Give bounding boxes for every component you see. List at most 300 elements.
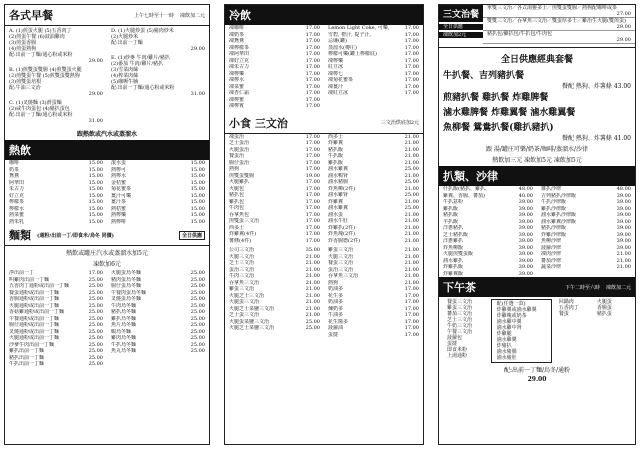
steak-item-name: 洋蔥豬扒	[443, 225, 464, 231]
snack-item-price: 17.00	[305, 159, 320, 166]
hot-drinks-left	[5, 160, 107, 225]
noodle-item-price: 25.00	[88, 322, 103, 328]
sandwich-item-name: 火腿蛋三文治	[229, 299, 260, 305]
all-day-section	[439, 47, 635, 166]
snack-item-price: 21.00	[404, 140, 419, 146]
sandwich-set-row	[483, 5, 635, 18]
steak-item-price: 39.00	[518, 225, 533, 231]
steak-item-name: 牛扒沙律飯	[541, 199, 567, 205]
hot-drink-price: 15.00	[88, 212, 103, 218]
hot-drink-name: 熱檸啡	[111, 218, 127, 225]
tea-extra: 凍飲加二元	[605, 284, 631, 291]
noodle-item-name: 午餐肉蛋烏冬麵	[111, 289, 147, 296]
breakfast-group	[5, 67, 107, 97]
hot-drink-name: 薑汁可樂	[111, 192, 132, 199]
noodle-item-name: 午餐通粉或出前一丁麵	[9, 315, 60, 322]
breakfast-group-line: A. (1)煎蛋火腿 (5)五香肉丁	[9, 28, 72, 34]
steak-item-price: 48.00	[518, 186, 533, 192]
breakfast-group-line: (2)番茄 牛肉/雞片/豬扒	[111, 61, 164, 67]
sandwich-set-row	[483, 18, 635, 31]
snack-item-name: 滷水鴨肾	[328, 172, 349, 179]
tea-item: 牛奶三文治	[447, 323, 473, 329]
steak-item-price: 39.00	[616, 238, 631, 244]
cold-drink-price: 17.00	[305, 96, 320, 103]
snack-item-price: 17.00	[305, 179, 320, 185]
snack-item-name: 西多士	[229, 224, 245, 231]
breakfast-groups-left	[5, 28, 107, 127]
steak-item-price: 39.00	[518, 257, 533, 264]
tea-col4	[593, 299, 631, 363]
sandwich-item-price: 35.00	[305, 247, 320, 253]
steak-item-price: 39.00	[518, 231, 533, 238]
noodle-item-name: 牛肉烏冬麵	[111, 302, 137, 309]
steak-title: 扒類、沙律	[443, 170, 498, 183]
tea-item: 芝士三文治	[447, 317, 473, 323]
cold-drink-price: 17.00	[404, 25, 419, 31]
tea-item: 上湯通粉	[447, 353, 468, 359]
steak-right	[537, 186, 635, 277]
steak-item-name: 火腿煎雙蛋飯	[443, 251, 474, 257]
noodles-right	[107, 270, 209, 368]
snacks-title: 小食 三文治	[229, 116, 288, 130]
column-left	[4, 4, 210, 445]
sandwich-set-row	[483, 31, 635, 44]
cold-drink-row	[324, 90, 423, 97]
sandwich-item-price: 21.00	[404, 266, 419, 273]
steak-item-name: 蔬菜沙律	[541, 264, 562, 270]
snack-item-price: 17.00	[305, 224, 320, 231]
steak-item-name: 羊扒飯	[443, 218, 459, 225]
tea-item: 餐蛋	[558, 311, 569, 317]
snack-item-name: 腸仔蛋治	[229, 159, 250, 166]
breakfast-note: 跟熱飲或汽水或蒸溜水	[76, 131, 137, 138]
noodle-item-name: 火腿通粉或出前一丁麵	[9, 302, 60, 309]
tea-item: 菠蘿包	[447, 335, 463, 341]
breakfast-group-line: 配:出前一丁麵/通心粉或米粉	[111, 85, 175, 91]
snack-item-name: 滷水蛋	[328, 211, 344, 218]
sandwich-item-price: 21.00	[404, 253, 419, 260]
noodle-item-row	[107, 348, 209, 355]
noodle-item-price: 25.00	[88, 296, 103, 302]
snack-item-name: 芝士蛋治	[229, 140, 250, 146]
snack-item-price: 21.00	[404, 146, 419, 153]
noodle-item-price: 17.00	[88, 270, 103, 276]
hot-drink-name: 金桔蜜	[111, 179, 127, 186]
cold-drink-name: 凍菜蜜	[229, 83, 245, 90]
cold-drink-price: 17.00	[305, 64, 320, 70]
tea-option: 滷水雞中肾	[496, 325, 522, 331]
breakfast-group-line: E. (1)炒麥 牛肉/雞片/豬扒	[111, 55, 170, 61]
sandwich-item-price: 21.00	[305, 312, 320, 318]
sandwich-item-price: 25.00	[305, 325, 320, 331]
snack-item-price: 17.00	[305, 192, 320, 198]
steak-item-price: 39.00	[518, 251, 533, 257]
cold-drink-name: 凍檸七	[328, 70, 344, 77]
snack-item-price: 17.00	[305, 133, 320, 140]
hot-drink-price: 15.00	[190, 192, 205, 199]
sandwich-set-lines	[483, 5, 635, 44]
sandwich-item-name: 芝士蛋三文治	[229, 312, 260, 318]
snacks-left	[225, 134, 324, 245]
snack-item-name: 滷水雞翼	[328, 205, 349, 211]
tea-item: 五香肉丁	[558, 305, 579, 311]
hot-drink-name: 熱檸樂	[111, 212, 127, 218]
snack-item-price: 21.00	[404, 159, 419, 166]
sandwich-item-name: 蛋治三文治	[328, 266, 354, 273]
steak-item-price: 39.00	[518, 218, 533, 225]
tea-item: 午餐三文治	[447, 329, 473, 335]
cold-drink-name: 紅豆冰	[328, 64, 344, 70]
breakfast-group	[107, 28, 209, 52]
steak-item-name: 炸雞翼飯	[443, 270, 464, 277]
sandwich-item-price: 21.00	[305, 299, 320, 305]
cold-drink-price: 17.00	[404, 31, 419, 38]
snack-item-price: 21.00	[404, 218, 419, 224]
steak-item-price: 39.00	[518, 270, 533, 277]
sandwich-item-name: 火腿三文治	[328, 253, 354, 260]
breakfast-group-line: (4)榨菜肉絲	[111, 73, 139, 79]
cold-drink-price: 17.00	[404, 83, 419, 90]
snack-item-name: 滷水牛肚	[328, 218, 349, 224]
steak-item-price: 39.00	[616, 225, 631, 231]
cold-drink-name: 凍薑汁	[328, 83, 344, 90]
sandwich-item-price: 21.00	[305, 266, 320, 273]
noodle-item-name: 叉燒通粉或出前一丁麵	[9, 328, 60, 335]
cold-drink-price: 17.00	[404, 38, 419, 44]
breakfast-group-line: C. (1)叉燒麵 (3)滑蛋麵	[9, 100, 62, 106]
cold-drink-name: 凍咖啡	[229, 25, 245, 31]
snack-item-name: 火腿蛋治	[229, 146, 250, 153]
noodle-item-price: 25.00	[88, 309, 103, 315]
cold-drink-price: 17.00	[404, 90, 419, 96]
noodle-item-name: 火腿蛋烏冬麵	[111, 270, 142, 276]
sandwich-item-name: 火腿芝士菜鹽三文治	[229, 305, 275, 312]
hot-drink-price: 15.00	[190, 160, 205, 166]
cold-drink-price: 17.00	[305, 77, 320, 83]
sandwich-item-row	[225, 325, 324, 332]
steak-item-name: 蕃茄沙律	[541, 257, 562, 264]
snack-item-name: 豬扒包	[229, 192, 245, 198]
snack-item-name: 豬扒飯	[328, 146, 344, 153]
snack-item-name: 煎雙蛋三文治	[229, 218, 260, 224]
cold-drink-name: 凍紅豆冰	[328, 90, 349, 96]
sandwich-item-name: 雞蛋三文治	[328, 247, 354, 253]
sandwich-set-price: 27.00	[616, 11, 631, 17]
breakfast-group-price: 31.00	[190, 91, 205, 97]
noodle-item-name: 香腸通粉或出前一丁麵	[9, 296, 60, 302]
cold-drinks-right	[324, 25, 423, 110]
steak-list	[439, 186, 635, 277]
noodle-item-price: 25.00	[190, 302, 205, 309]
steak-header	[439, 166, 635, 186]
noodle-item-name: 腸仔蛋烏冬麵	[111, 283, 142, 289]
cold-drink-price: 17.00	[404, 44, 419, 51]
sandwich-item-name: 吞拿魚三文治	[229, 279, 260, 286]
all-day-line1-detail: 餐配 熱狗、炸薯條	[561, 83, 612, 90]
cold-drink-price: 17.00	[305, 25, 320, 31]
steak-item-price: 40.00	[518, 192, 533, 199]
sandwich-item-name: 奶油多	[328, 299, 344, 305]
cold-drinks-header	[225, 5, 423, 25]
sandwich-set-price: 29.00	[616, 37, 631, 43]
snack-item-name: 西多士	[328, 133, 344, 140]
snack-item-name: 火腿包	[229, 185, 245, 192]
noodle-item-name: 五香肉丁通粉或出前一丁麵	[9, 283, 70, 289]
cold-drinks-title: 冷飲	[229, 9, 251, 22]
steak-item-name: 魚柳沙律	[541, 238, 562, 244]
cold-drink-name: 蒸溜水(樽庄)	[328, 44, 357, 51]
tea-item: 餐蛋三文治	[447, 299, 473, 305]
cold-drink-name: 凍菊花蜜茶	[328, 77, 354, 83]
tea-option: 炸雞翼或滷水雞翼	[496, 307, 537, 313]
sandwich-item-price: 21.00	[305, 286, 320, 292]
sandwich-item-price: 17.00	[404, 292, 419, 299]
noodle-item-name: 叉燒蛋烏冬麵	[111, 296, 142, 302]
hot-drink-name: 薑汁茶	[111, 199, 127, 205]
snack-item-price: 25.00	[404, 205, 419, 211]
noodle-item-price: 25.00	[88, 361, 103, 367]
sandwich-set-tag: 全日供應	[439, 24, 483, 30]
snack-item-price: 25.00	[404, 192, 419, 198]
noodle-item-price: 25.00	[190, 283, 205, 289]
breakfast-group-line: (3)煎蛋香腸	[9, 40, 37, 46]
hot-drink-price: 15.00	[190, 186, 205, 192]
all-day-line4-detail: 餐配 熱狗、炸薯條	[561, 134, 612, 142]
snack-item-price: 21.00	[404, 231, 419, 237]
sandwich-item-price: 21.00	[305, 279, 320, 286]
noodle-item-price: 25.00	[88, 302, 103, 309]
snack-item-name: 炸雞翼(4件)	[229, 231, 257, 237]
noodle-item-name: 叫雞肉出前一丁麵	[9, 276, 50, 283]
steak-item-price: 39.00	[616, 205, 631, 212]
snack-item-price: 17.00	[305, 231, 320, 237]
breakfast-groups	[5, 26, 209, 127]
snack-item-name: 熱狗	[229, 166, 240, 172]
breakfast-group	[5, 28, 107, 64]
noodle-item-price: 25.00	[88, 341, 103, 348]
snack-item-row	[324, 238, 423, 245]
hot-drink-price: 15.00	[190, 218, 205, 225]
snack-item-name: 火腿雞扒	[229, 179, 250, 185]
noodle-item-name: 豬肉蛋烏冬麵	[111, 276, 142, 283]
snack-item-price: 25.00	[404, 166, 419, 172]
snack-item-name: 滷水雞翼	[328, 166, 349, 172]
sandwich-item-name: 火腿三文治	[229, 253, 255, 260]
sandwich-item-price: 21.00	[305, 292, 320, 299]
snack-item-name: 薯條(4件)	[229, 237, 252, 244]
snack-item-name: 炸雞翼	[328, 140, 344, 146]
snack-item-price: 25.00	[404, 179, 419, 185]
steak-item-price: 39.00	[616, 199, 631, 205]
noodle-item-price: 25.00	[190, 322, 205, 328]
all-day-line2: 煎豬扒餐 雞扒餐 炸雞脾餐	[443, 92, 549, 103]
snack-item-price: 21.00	[404, 133, 419, 140]
tea-option: 滷水豬腸	[496, 349, 517, 355]
noodle-item-name: 火腿通粉或出前一丁麵	[9, 335, 60, 341]
breakfast-group-line: (3)煎雙蛋培根	[9, 79, 42, 85]
noodle-item-price: 25.00	[190, 348, 205, 354]
tea-item: 火腿蛋	[596, 299, 612, 305]
sandwich-set-line: 豬扒包/雞扒包/牛扒包/牛肉包	[487, 31, 553, 37]
hot-drink-name: 菊花蜜茶	[111, 186, 132, 192]
cold-drink-name: 凍阿華田	[229, 51, 250, 57]
noodle-item-name: 魚丸烏冬麵	[111, 348, 137, 354]
breakfast-group-line: 配:出前一丁麵	[111, 40, 143, 46]
snack-item-price: 21.00	[404, 237, 419, 244]
breakfast-hours: 上午七時至十一時	[133, 12, 174, 19]
sandwich-set-price: 29.00	[616, 24, 631, 30]
noodles-tag: 全日供應	[179, 231, 205, 240]
sandwich-item-name: 奶油多	[328, 286, 344, 292]
steak-item-price: 48.00	[616, 186, 631, 192]
cold-drink-name: Lemon Light Coke, 可樂,	[328, 25, 390, 31]
breakfast-group-price: 29.00	[88, 91, 103, 97]
noodle-item-price: 25.00	[190, 328, 205, 335]
steak-item-price: 39.00	[616, 231, 631, 238]
breakfast-group-price: 29.00	[190, 46, 205, 52]
hot-drinks-title: 熱飲	[9, 144, 31, 157]
breakfast-group-line: (2)火腿炒米	[111, 34, 139, 40]
hot-drinks-section	[5, 140, 209, 225]
all-day-drink-extra: 熱飲加三元 凍飲加5元 凍飲加5元	[492, 157, 582, 164]
noodle-item-name: 雞扒出前一丁麵	[9, 348, 45, 354]
cold-drink-price: 17.00	[404, 51, 419, 57]
sandwich-item-name: 火腿芝士菜鹽三文治	[229, 325, 275, 331]
snack-item-price: 17.00	[305, 153, 320, 159]
steak-item-price: 39.00	[616, 244, 631, 251]
noodle-item-name: 牛扒出前一丁麵	[9, 361, 45, 367]
snacks-right	[324, 134, 423, 245]
steak-item-price: 39.00	[518, 264, 533, 270]
sandwich-left	[225, 247, 324, 338]
breakfast-group-line: (2)煎雙蛋午餐 (5)煎雙蛋雙熱狗	[9, 73, 80, 79]
breakfast-header	[5, 5, 209, 26]
tea-option: 炸雞腿	[496, 331, 512, 337]
cold-drink-name: 凍檸水	[229, 77, 245, 83]
sandwich-set-header	[439, 5, 483, 22]
noodle-item-name: 蝦烏冬麵	[111, 328, 132, 335]
breakfast-group-price: 29.00	[88, 58, 103, 64]
breakfast-groups-right	[107, 28, 209, 127]
noodle-item-name: 沙爹牛肉出前一丁麵	[9, 341, 55, 348]
cold-drink-row	[225, 103, 324, 110]
noodle-item-price: 25.00	[88, 335, 103, 341]
noodles-subtitle: (通粉/出前一丁/即食米/烏冬 同價)	[37, 232, 114, 239]
tea-item: 即食米粉	[447, 347, 468, 353]
snacks-section	[225, 113, 423, 339]
sandwich-item-name: 牛油多	[328, 312, 344, 318]
snack-item-price: 17.00	[305, 198, 320, 205]
tea-title: 下午茶	[443, 281, 476, 294]
cold-drinks-section	[225, 5, 423, 110]
breakfast-group-line: B. (1)煎雙蛋雙腸 (4)煎雙蛋火腿	[9, 67, 82, 73]
noodle-item-price: 25.00	[190, 289, 205, 296]
hot-drink-name: 滾水蛋	[111, 160, 127, 166]
snack-item-price: 19.00	[305, 172, 320, 179]
snack-item-name: 滷水雞肾	[328, 192, 349, 198]
sandwich-item-name: 雞蛋三文治	[229, 286, 255, 292]
snack-item-price: 17.00	[305, 140, 320, 146]
hot-drink-price: 15.00	[88, 160, 103, 166]
noodle-item-price: 25.00	[190, 335, 205, 341]
steak-item-row	[537, 264, 635, 271]
sandwich-item-name: 芝士三文治	[229, 260, 255, 266]
noodle-item-name: 香菇雞通粉或出前一丁麵	[9, 309, 65, 315]
breakfast-group	[107, 55, 209, 97]
sandwich-item-price: 21.00	[404, 273, 419, 279]
tea-col3	[552, 299, 593, 363]
noodle-item-name: 雞肉烏冬麵	[111, 335, 137, 341]
noodles-title: 麵類	[9, 229, 31, 242]
hot-drink-price: 15.00	[88, 192, 103, 199]
cold-drink-name: 雪碧, 橙汁, 提子汁,	[328, 31, 371, 38]
snack-item-price: 17.00	[305, 211, 320, 218]
sandwich-item-name: 菠蘿油	[328, 325, 344, 331]
noodle-item-name: 餐蛋通粉或出前一丁麵	[9, 289, 60, 296]
noodle-item-price: 25.00	[190, 296, 205, 302]
cold-drink-name: 檸檬可樂(罐上檸檬底)	[328, 51, 377, 57]
tea-col2	[491, 299, 552, 363]
all-day-line4-price: 41.00	[613, 134, 631, 142]
sandwich-item-price: 21.00	[305, 260, 320, 266]
steak-item-price: 21.00	[616, 264, 631, 270]
cold-drink-price: 17.00	[305, 90, 320, 96]
steak-item-price: 39.00	[616, 212, 631, 218]
hot-drink-name: 熱桔蜜	[111, 205, 127, 212]
all-day-drink-note: 跟 湯/罐庄可樂/奶茶/咖啡/蒸溜水/沙律	[485, 146, 588, 153]
noodles-section	[5, 225, 209, 368]
cold-drink-name: 凍檸樂	[229, 70, 245, 77]
steak-item-name: 滷水雞扒	[443, 257, 464, 264]
sandwich-item-price: 21.00	[404, 260, 419, 266]
column-middle	[224, 4, 424, 445]
steak-item-price: 39.00	[518, 212, 533, 218]
cold-drink-name: 凍檸檬茶	[229, 44, 250, 51]
noodle-item-name: 牛扒烏冬麵	[111, 341, 137, 348]
cold-drinks-list	[225, 25, 423, 110]
breakfast-group-line: (2)咸牛肉蛋包 (4)豬扒蛋包	[9, 106, 70, 112]
sandwich-item-name: 火腿芝士三文治	[229, 292, 265, 299]
cold-drinks-left	[225, 25, 324, 110]
breakfast-group-price: 31.00	[88, 118, 103, 124]
steak-item-name: 洋蔥雞扒	[443, 238, 464, 244]
cold-drink-name: 凍杏仁霜	[229, 90, 250, 96]
snack-item-name: 雞扒飯	[328, 159, 344, 166]
snack-item-price: 21.00	[404, 224, 419, 231]
cold-drink-name: 忌廉(罐)	[328, 38, 347, 44]
sandwich-item-name: 餐蛋三文治	[328, 260, 354, 266]
noodle-item-price: 25.00	[88, 289, 103, 296]
snack-item-price: 17.00	[305, 237, 320, 244]
snack-item-name: 餐蛋治	[229, 153, 245, 159]
all-day-line1-price: 43.00	[613, 83, 631, 90]
cold-drink-price: 17.00	[305, 51, 320, 57]
breakfast-group	[5, 100, 107, 124]
sandwich-item-price: 17.00	[404, 286, 419, 292]
sandwich-item-price: 17.00	[404, 325, 419, 331]
tea-item: 蕃茄三文治	[447, 311, 473, 317]
snack-item-name: 炸雞翼	[328, 198, 344, 205]
steak-item-name: 炸雞沙律飯	[541, 231, 567, 238]
steak-item-name: 什扒飯(豬扒、雞扒、	[443, 186, 490, 192]
sandwich-set-section	[439, 5, 635, 44]
breakfast-group-line: 配:出前一丁麵/通心粉或米粉	[9, 52, 73, 58]
steak-item-name: 吉列豬扒沙律飯	[541, 192, 577, 199]
snack-item-name: 吞拿魚包	[229, 211, 250, 218]
noodles-note1: 熱飲或罐庄汽水或蒸溜水加5元	[66, 250, 148, 257]
steak-item-name: 雞翼、香腸、蕃茄)	[443, 192, 485, 199]
sandwich-set-line: 單雙三文治／各式湯靈多士／煎雙蛋雙腸／熱狗配咖啡或茶	[487, 5, 618, 11]
